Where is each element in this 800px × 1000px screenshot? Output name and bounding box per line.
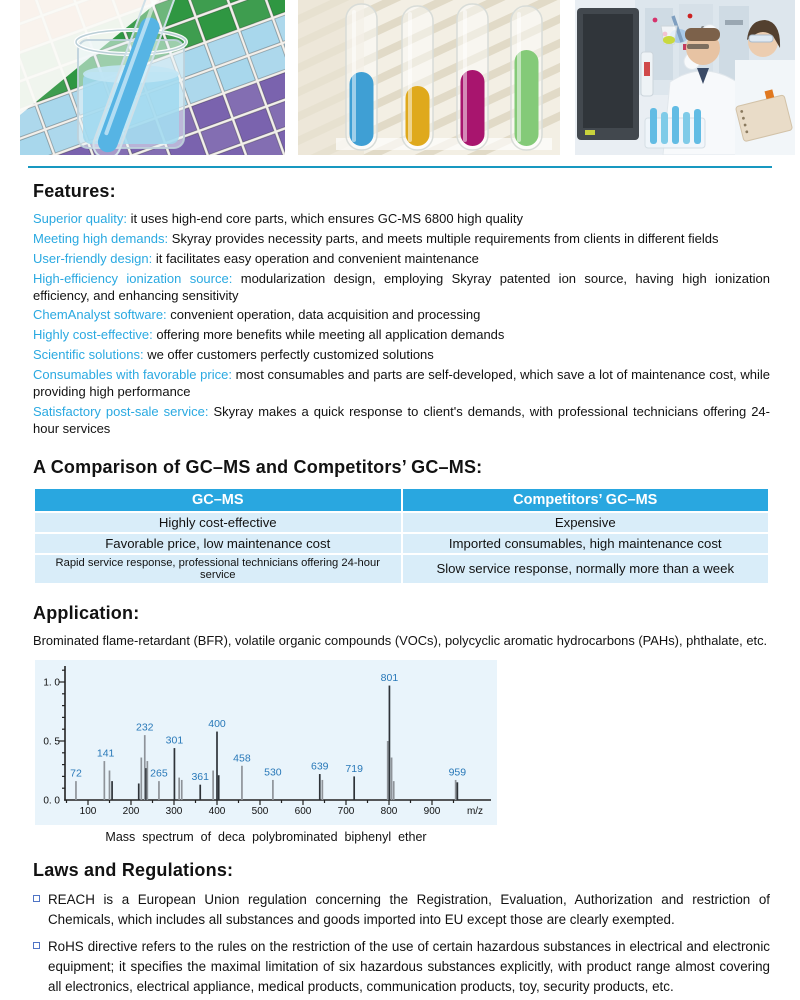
comparison-section: [0, 441, 800, 585]
svg-text:141: 141: [96, 747, 115, 760]
features-heading: Features:: [33, 181, 116, 201]
svg-text:301: 301: [165, 734, 184, 747]
feature-item: High-efficiency ionization source: modularization design, employing Skyray patented ion source, having high ionization efficiency, and enhancing sensitivity: [33, 270, 770, 303]
feature-item: Satisfactory post-sale service: Skyray makes a quick response to client's demands, with professional technicians offering 24-hour services: [33, 403, 770, 436]
svg-text:959: 959: [448, 766, 467, 779]
svg-text:800: 800: [380, 805, 398, 817]
svg-text:0. 0: 0. 0: [43, 795, 60, 807]
photo-beaker-periodic-table: [20, 0, 285, 155]
feature-item: Highly cost-effective: offering more benefits while meeting all application demands: [33, 327, 505, 343]
tube-rack-icon: [645, 106, 705, 148]
svg-text:719: 719: [345, 762, 363, 775]
svg-text:232: 232: [135, 721, 154, 734]
feature-item: Superior quality: it uses high-end core parts, which ensures GC-MS 6800 high quality: [33, 211, 523, 226]
chart-caption: Mass spectrum of deca polybrominated biphenyl ether: [105, 829, 427, 844]
svg-text:100: 100: [79, 805, 97, 817]
tube-blue-icon: [346, 4, 377, 150]
square-bullet-icon: [33, 895, 40, 902]
svg-text:72: 72: [70, 767, 82, 780]
svg-text:200: 200: [122, 805, 140, 817]
table-header-row: [35, 489, 768, 511]
svg-text:900: 900: [423, 805, 441, 817]
svg-text:400: 400: [208, 717, 226, 730]
table-row: Rapid service response, professional technicians offering 24-hour service Slow service response, normally more than a week: [35, 555, 768, 583]
svg-text:639: 639: [311, 760, 329, 773]
table-row: Highly cost-effective Expensive: [35, 513, 768, 532]
mass-spectrum-chart: [35, 660, 497, 844]
law-item-rohs: RoHS directive refers to the rules on the restriction of the use of certain hazardous substances in electrical and electronic equipment; it specifies the maximal limitation of six hazardous substances explicitly, with product range almost covering all electronics, electrical appliance, medical products, communication products, toy, security products, etc.: [33, 937, 770, 996]
application-heading: Application:: [33, 602, 140, 623]
feature-item: ChemAnalyst software: convenient operation, data acquisition and processing: [33, 307, 481, 323]
svg-text:361: 361: [191, 770, 209, 783]
features-section: [0, 168, 800, 438]
comparison-heading: A Comparison of GC–MS and Competitors’ GC–MS:: [33, 456, 483, 477]
table-header-gcms: GC–MS: [35, 489, 401, 511]
feature-item: Meeting high demands: Skyray provides necessity parts, and meets multiple requirements from clients in different fields: [33, 230, 719, 246]
photo-strip: [0, 0, 800, 155]
svg-text:500: 500: [251, 805, 269, 817]
svg-text:m/z: m/z: [466, 805, 484, 817]
table-row: Favorable price, low maintenance cost Imported consumables, high maintenance cost: [35, 534, 768, 553]
svg-text:530: 530: [264, 766, 282, 779]
svg-text:600: 600: [294, 805, 312, 817]
feature-item: Consumables with favorable price: most consumables and parts are self-developed, which save a lot of maintenance cost, while providing high performance: [33, 367, 770, 400]
feature-item: Scientific solutions: we offer customers perfectly customized solutions: [33, 347, 434, 363]
monitor-icon: [577, 8, 639, 140]
chart-panel: [35, 660, 497, 825]
svg-text:265: 265: [150, 767, 168, 780]
tube-green-icon: [511, 6, 542, 150]
svg-text:400: 400: [208, 805, 226, 817]
application-text: Brominated flame-retardant (BFR), volatile organic compounds (VOCs), polycyclic aromatic hydrocarbons (PAHs), phthalate, etc.: [33, 632, 768, 648]
svg-text:300: 300: [165, 805, 183, 817]
svg-text:801: 801: [380, 671, 399, 684]
comparison-table: [33, 487, 770, 585]
svg-text:1. 0: 1. 0: [43, 677, 60, 689]
svg-text:0. 5: 0. 5: [43, 736, 60, 748]
laws-heading: Laws and Regulations:: [33, 859, 234, 880]
photo-colored-test-tubes: [298, 0, 560, 155]
square-bullet-icon: [33, 942, 40, 949]
svg-text:700: 700: [337, 805, 355, 817]
application-section: [0, 585, 800, 648]
photo-scientists-in-lab: [575, 0, 795, 155]
table-header-competitors: Competitors’ GC–MS: [403, 489, 769, 511]
feature-item: User-friendly design: it facilitates easy operation and convenient maintenance: [33, 250, 479, 266]
law-item-reach: REACH is a European Union regulation concerning the Registration, Evaluation, Authorization and restriction of Chemicals, which includes all substances and goods imported into EU except those are clearly exempted.: [33, 890, 770, 930]
tube-magenta-icon: [457, 4, 488, 150]
laws-section: [0, 844, 800, 997]
tube-amber-icon: [402, 6, 433, 150]
svg-text:458: 458: [233, 751, 251, 764]
